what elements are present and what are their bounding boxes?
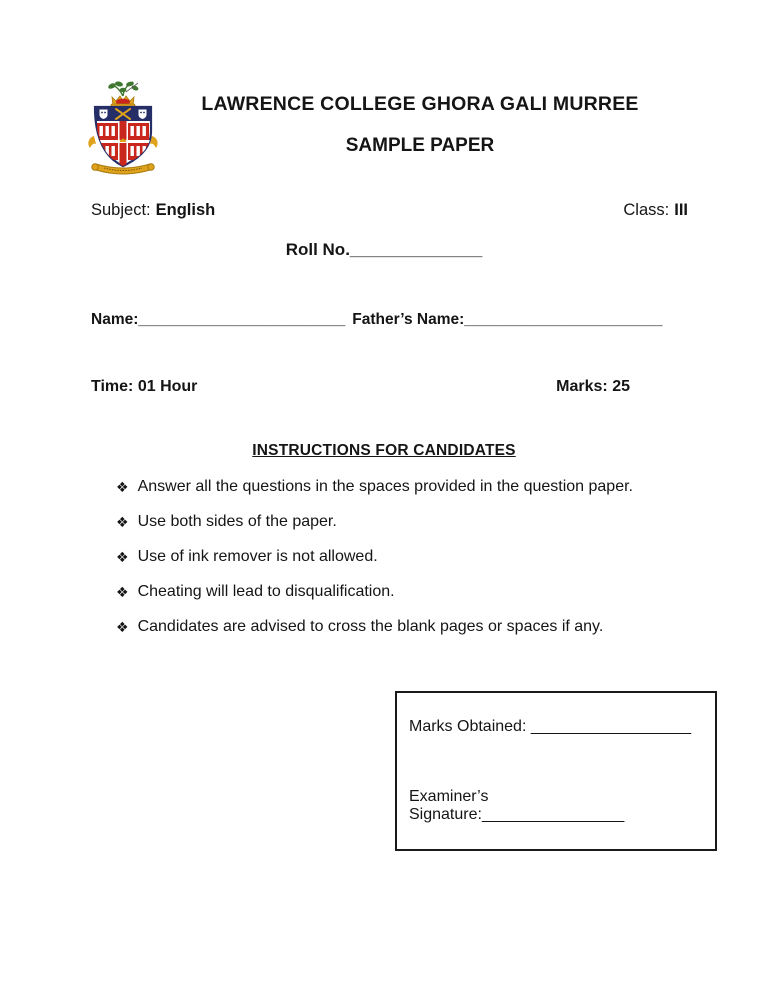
diamond-bullet-icon: ❖: [116, 514, 129, 530]
class-field: [623, 201, 688, 220]
examiner-marks-box: [395, 691, 717, 851]
page-title: LAWRENCE COLLEGE GHORA GALI MURREE: [201, 93, 639, 115]
time-marks-row: [91, 378, 630, 396]
diamond-bullet-icon: ❖: [116, 584, 129, 600]
diamond-bullet-icon: ❖: [116, 549, 129, 565]
subject-field: [91, 201, 215, 220]
class-value: III: [674, 201, 688, 219]
father-name-label: Father’s Name:: [352, 311, 465, 328]
diamond-bullet-icon: ❖: [116, 479, 129, 495]
list-item: [116, 512, 728, 532]
marks-obtained-line: [409, 718, 703, 736]
list-item: [116, 582, 728, 602]
marks-obtained-blank-line: __________________: [526, 718, 692, 735]
examiner-signature-blank-line: ________________: [481, 806, 625, 823]
subject-label: Subject:: [91, 201, 151, 219]
name-label: Name:: [91, 311, 139, 328]
instruction-text: Answer all the questions in the spaces provided in the question paper.: [137, 478, 633, 495]
roll-no-line: Roll No.______________: [285, 240, 483, 259]
subject-class-row: [91, 201, 688, 220]
father-name-blank-line: _______________________: [464, 311, 663, 328]
name-row: [91, 311, 663, 329]
list-item: [116, 477, 728, 497]
subject-value: English: [155, 201, 216, 219]
examiner-signature-label: Examiner’s Signature:: [409, 788, 489, 823]
marks-value: Marks: 25: [556, 378, 630, 395]
list-item: [116, 547, 728, 567]
marks-obtained-label: Marks Obtained:: [409, 718, 527, 735]
diamond-bullet-icon: ❖: [116, 619, 129, 635]
time-value: Time: 01 Hour: [91, 378, 198, 395]
header: [72, 93, 768, 157]
list-item: [116, 617, 728, 637]
instructions-heading: INSTRUCTIONS FOR CANDIDATES: [252, 442, 516, 459]
name-blank-line: ________________________: [138, 311, 346, 328]
instruction-text: Candidates are advised to cross the blank pages or spaces if any.: [137, 618, 604, 635]
instruction-text: Cheating will lead to disqualification.: [137, 583, 395, 600]
class-label: Class:: [623, 201, 670, 219]
page-subtitle: SAMPLE PAPER: [345, 135, 495, 156]
instructions-list: [116, 477, 728, 652]
instruction-text: Use of ink remover is not allowed.: [137, 548, 378, 565]
examiner-signature-line: [409, 788, 703, 824]
instruction-text: Use both sides of the paper.: [137, 513, 337, 530]
